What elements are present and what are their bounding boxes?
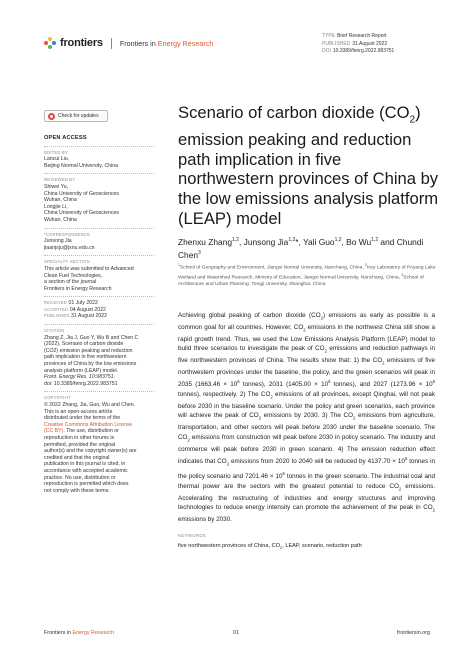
brand-name[interactable]: frontiers [60, 37, 103, 49]
article-type: TYPE Brief Research Report [322, 33, 387, 39]
dates-section: RECEIVED 01 July 2022 ACCEPTED 04 August 2022 PUBLISHED 31 August 2022 [44, 300, 108, 320]
article-meta [322, 33, 394, 56]
header-divider [111, 38, 112, 49]
check-for-updates-icon [48, 113, 55, 120]
open-access-label: OPEN ACCESS [44, 135, 87, 141]
specialty-section: SPECIALTY SECTION This article was submitted to Advanced Clean Fuel Technologies, a section of the journal Frontiers in Energy Research [44, 259, 134, 292]
author-name[interactable]: Bo Wu [346, 236, 372, 247]
footer-site-link[interactable]: frontiersin.org [397, 630, 430, 636]
author-name[interactable]: Chundi Chen [178, 236, 424, 261]
author-list: Zhenxu Zhang$^{1,2}$, Junsong Jia$^{1,2}$*, Yali Guo$^{1,2}$, Bo Wu$^{1,2}$ and Chundi Chen$^3$ [178, 236, 424, 261]
article-sidebar [44, 135, 154, 494]
correspondence-email-link[interactable]: jiaanjsju@jxnu.edu.cn [44, 244, 95, 251]
sidebar-divider [44, 146, 154, 147]
page-footer [44, 630, 430, 636]
article-published: PUBLISHED 31 August 2022 [322, 40, 388, 47]
journal-name[interactable]: Frontiers in Energy Research [119, 38, 214, 48]
author-name[interactable]: Zhenxu Zhang [178, 236, 233, 247]
footer-journal[interactable]: Frontiers in Energy Research [44, 630, 115, 636]
keywords-label: KEYWORDS [178, 533, 207, 538]
author-name[interactable]: Junsong Jia [243, 236, 289, 247]
article-title: Scenario of carbon dioxide $(CO_2)$ emission peaking and reduction path implication in five northwestern provinces of China by the low emissions analysis platform (LEAP) model [178, 103, 439, 228]
edited-by-section: EDITED BY Lancui Liu, Beijing Normal University, China [44, 149, 118, 169]
author-name[interactable]: Yali Guo [303, 236, 335, 247]
copyright-section: COPYRIGHT © 2022 Zhang, Jia, Guo, Wu and Chen. This is an open-access article distributed under the terms of the Creative Commons Attribution License (CC BY). The use, distribution or reproduction in other forums is permitted, provided the original author(s) and the copyright owner(s) are credited and that the original publication in this journal is cited, in accordance with accepted academic practice. No use, distribution or reproduction is permitted which does not comply with these terms. [44, 395, 154, 494]
reviewed-by-section: REVIEWED BY Shiwei Yu, China University of Geosciences Wuhan, China Longjie Li, China University of Geosciences Wuhan, China [44, 177, 119, 223]
correspondence-section: *CORRESPONDENCE Junsong Jia jiaanjsju@jxnu.edu.cn [44, 232, 154, 252]
publisher-header [44, 37, 213, 49]
affiliations: $^1$School of Geography and Environment, Jiangxi Normal University, Nanchang, China, $^2$Key Laboratory of Poyang Lake Wetland and Watershed Research, Ministry of Education, Jiangxi Normal University, Nanchang, China, $^3$School of Architecture and Urban Planning, Tongji University, Shanghai, China [178, 263, 436, 288]
citation-doi-link[interactable]: doi: 10.3389/fenrg.2022.983751 [44, 380, 118, 387]
article-doi[interactable]: DOI 10.3389/fenrg.2022.983751 [322, 48, 395, 54]
abstract: Achieving global peaking of carbon dioxide $(CO_2)$ emissions as early as possible is a common goal for all countries. However, $CO_2$ emissions in the northwest China still show a rapid growth trend. Thus, we used the Low Emissions Analysis Platform (LEAP) model to build three scenarios to investigate the peak of $CO_2$ emissions and reduction pathways in five northwestern provinces of China. The results show that: 1) the $CO_2$ emissions of five northwestern provinces under the baseline, the policy, and the green scenarios will peak in 2035 ($1663.46 \times 10^6$ tonnes), 2031 ($1405.00 \times 10^6$ tonnes), and 2027 ($1273.96 \times 10^6$ tonnes), respectively. 2) The $CO_2$ emissions of all provinces, except Qinghai, will not peak before 2030 in the baseline scenario. Under the policy and green scenarios, each province will achieve the peak of $CO_2$ emissions by 2030. 3) The $CO_2$ emissions from agriculture, transportation, and other sectors will peak before 2030 under the baseline scenario. The $CO_2$ emissions from construction will peak before 2030 in policy scenario. The industry and commerce will peak before 2030 in green scenario. 4) The emission reduction effect indicates that $CO_2$ emissions from 2020 to 2040 will be reduced by $4137.70 \times 10^6$ tonnes in the policy scenario and $7201.46 \times 10^6$ tonnes in the green scenario. The industrial coal and thermal power are the sectors with the greatest potential to reduce $CO_2$ emissions. Accelerating the restructuring of industries and energy structures and improving technologies to reduce energy intensity can promote the achievement of the peak in $CO_2$ emissions by 2030. [178, 312, 436, 523]
citation-section: CITATION Zhang Z, Jia J, Guo Y, Wu B and Chen C (2022), Scenario of carbon dioxide (CO2) emission peaking and reduction path implication in five northwestern provinces of China by the low emissions analysis platform (LEAP) model. Front. Energy Res. 10:983751. doi: 10.3389/fenrg.2022.983751 [44, 328, 154, 387]
check-for-updates-button[interactable] [44, 110, 108, 122]
cc-license-link[interactable]: Creative Commons Attribution License [44, 421, 133, 428]
cc-by-link[interactable]: (CC BY) [44, 428, 64, 435]
keywords: five northwestern provinces of China, $CO_2$, LEAP, scenario, reduction path [178, 543, 362, 551]
check-for-updates-label: Check for updates [58, 113, 99, 119]
page-number: 01 [233, 630, 239, 636]
frontiers-logo-icon [44, 37, 56, 49]
